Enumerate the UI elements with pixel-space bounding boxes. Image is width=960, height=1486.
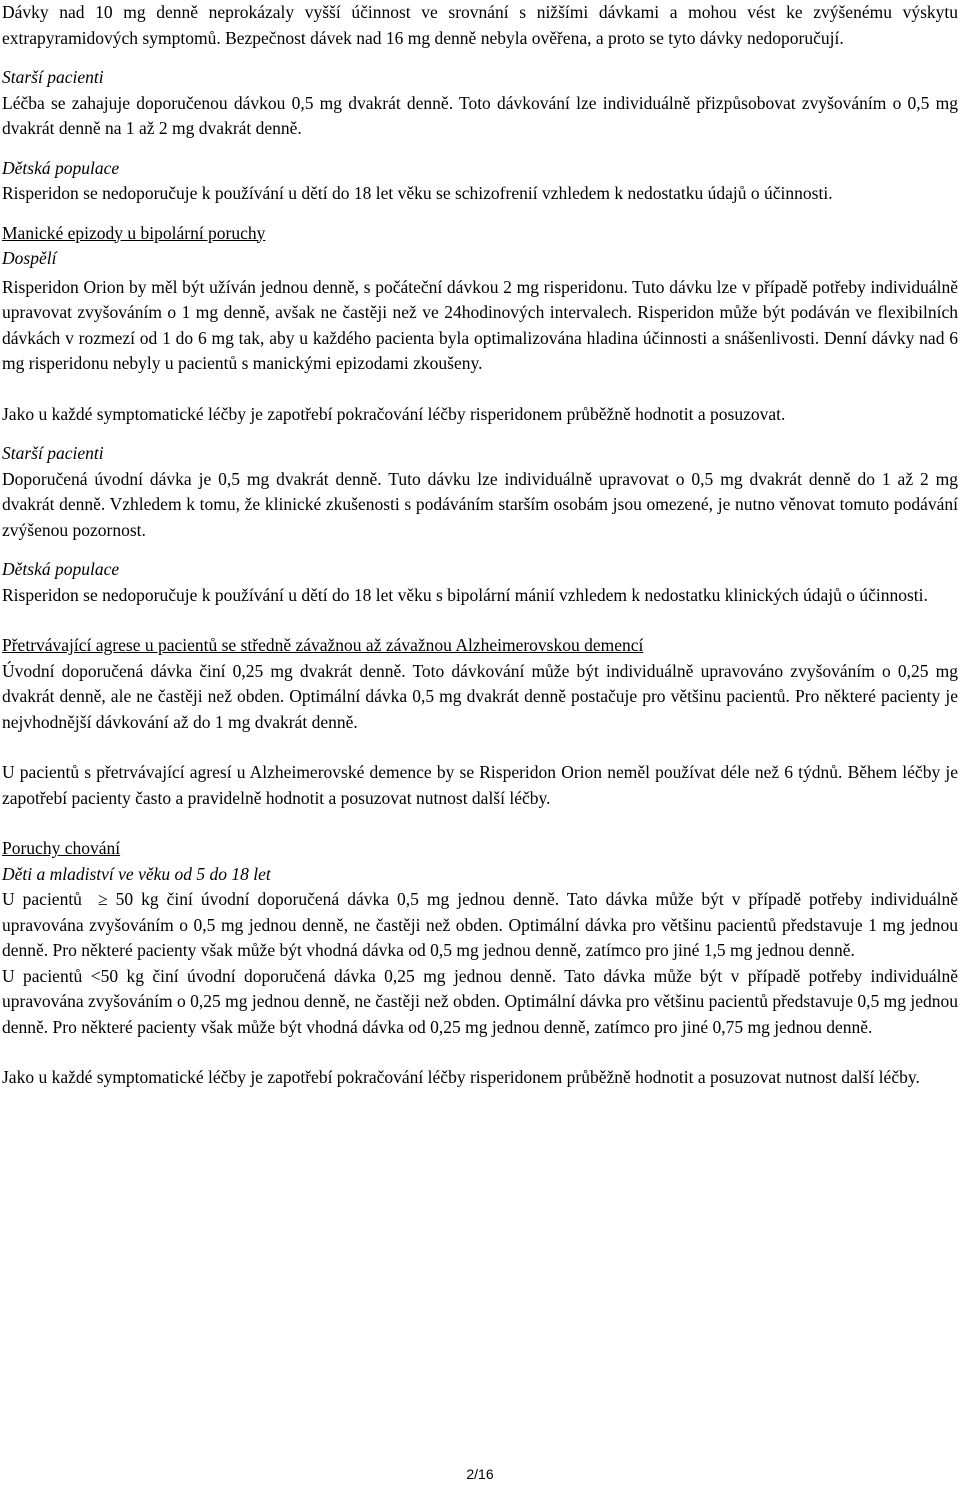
paragraph-detska-populace: Risperidon se nedoporučuje k používání u dětí do 18 let věku se schizofrenií vzhledem k nedostatku údajů o účinnosti.	[2, 183, 833, 203]
heading-detska-populace: Dětská populace	[2, 157, 120, 178]
paragraph-deti-50kg	[2, 887, 958, 964]
heading-starsi-pacienti-2: Starší pacienti	[2, 443, 104, 463]
paragraph-intro: Dávky nad 10 mg denně neprokázaly vyšší účinnost ve srovnání s nižšími dávkami a mohou vést ke zvýšenému výskytu extrapyramidových symptomů. Bezpečnost dávek nad 16 mg denně nebyla ověřena, a proto se tyto dávky nedoporučují.	[2, 2, 958, 48]
paragraph-starsi-pacienti-2: Doporučená úvodní dávka je 0,5 mg dvakrát denně. Tuto dávku lze individuálně upravovat o 0,5 mg dvakrát denně do 1 až 2 mg dvakrát denně. Vzhledem k tomu, že klinické zkušenosti s podáváním starším osobám jsou omezené, je nutno věnovat tomuto podávání zvýšenou pozornost.	[2, 468, 958, 540]
page-number: 2/16	[466, 1466, 494, 1482]
heading-deti-a-mladistvi: Děti a mladiství ve věku od 5 do 18 let	[2, 863, 271, 884]
paragraph-jako-u-kazde-1: Jako u každé symptomatické léčby je zapotřebí pokračování léčby risperidonem průběžně hodnotit a posuzovat.	[2, 403, 786, 424]
section-heading-manicke-epizody: Manické epizody u bipolární poruchy	[2, 222, 266, 243]
document-page	[2, 0, 958, 1091]
heading-starsi-pacienti: Starší pacienti	[2, 67, 104, 87]
heading-dospeli: Dospělí	[2, 248, 57, 268]
paragraph-starsi-pacienti: Léčba se zahajuje doporučenou dávkou 0,5 mg dvakrát denně. Toto dávkování lze individuálně přizpůsobovat zvyšováním o 0,5 mg dvakrát denně na 1 až 2 mg dvakrát denně.	[2, 92, 958, 138]
paragraph-deti-under-50kg: U pacientů <50 kg činí úvodní doporučená dávka 0,25 mg jednou denně. Tato dávka může být v případě potřeby individuálně upravována zvyšováním o 0,25 mg jednou denně, ne častěji než obden. Optimální dávka pro většinu pacientů představuje 0,5 mg jednou denně. Pro některé pacienty však může být vhodná dávka od 0,25 mg jednou denně, zatímco pro jiné 0,75 mg jednou denně.	[2, 965, 958, 1037]
paragraph-agrese: Úvodní doporučená dávka činí 0,25 mg dvakrát denně. Toto dávkování může být individuálně upravováno zvyšováním o 0,25 mg dvakrát denně, ale ne častěji než obden. Optimální dávka 0,5 mg dvakrát denně postačuje pro většinu pacientů. Pro některé pacienty je nejvhodnější dávkování až do 1 mg dvakrát denně.	[2, 660, 958, 732]
deti-50kg-prefix: U pacientů	[2, 889, 82, 909]
deti-50kg-text: 50 kg činí úvodní doporučená dávka 0,5 mg jednou denně. Tato dávka může být v případě potřeby individuálně upravována zvyšováním o 0,5 mg jednou denně, ne častěji než obden. Optimální dávka pro většinu pacientů představuje 1 mg jednou denně. Pro některé pacienty však může být vhodná dávka od 0,5 mg jednou denně, zatímco pro jiné 1,5 mg jednou denně.	[2, 889, 958, 960]
heading-detska-populace-2: Dětská populace	[2, 559, 120, 579]
paragraph-jako-u-kazde-2: Jako u každé symptomatické léčby je zapotřebí pokračování léčby risperidonem průběžně hodnotit a posuzovat nutnost další léčby.	[2, 1067, 920, 1087]
section-heading-agrese: Přetrvávající agrese u pacientů se středně závažnou až závažnou Alzheimerovskou demencí	[2, 635, 644, 655]
paragraph-alzheimer: U pacientů s přetrvávající agresí u Alzheimerovské demence by se Risperidon Orion neměl používat déle než 6 týdnů. Během léčby je zapotřebí pacienty často a pravidelně hodnotit a posuzovat nutnost další léčby.	[2, 762, 958, 808]
paragraph-detska-populace-2: Risperidon se nedoporučuje k používání u dětí do 18 let věku s bipolární mánií vzhledem k nedostatku klinických údajů o účinnosti.	[2, 584, 928, 605]
paragraph-dospeli: Risperidon Orion by měl být užíván jednou denně, s počáteční dávkou 2 mg risperidonu. Tuto dávku lze v případě potřeby individuálně upravovat zvyšováním o 1 mg denně, avšak ne častěji než ve 24hodinových intervalech. Risperidon může být podáván ve flexibilních dávkách v rozmezí od 1 do 6 mg tak, aby u každého pacienta byla optimalizována hladina účinnosti a snášenlivosti. Denní dávky nad 6 mg risperidonu nebyly u pacientů s manickými epizodami zkoušeny.	[2, 276, 958, 373]
greater-or-equal-symbol: ≥	[97, 889, 108, 909]
section-heading-poruchy-chovani: Poruchy chování	[2, 838, 121, 858]
